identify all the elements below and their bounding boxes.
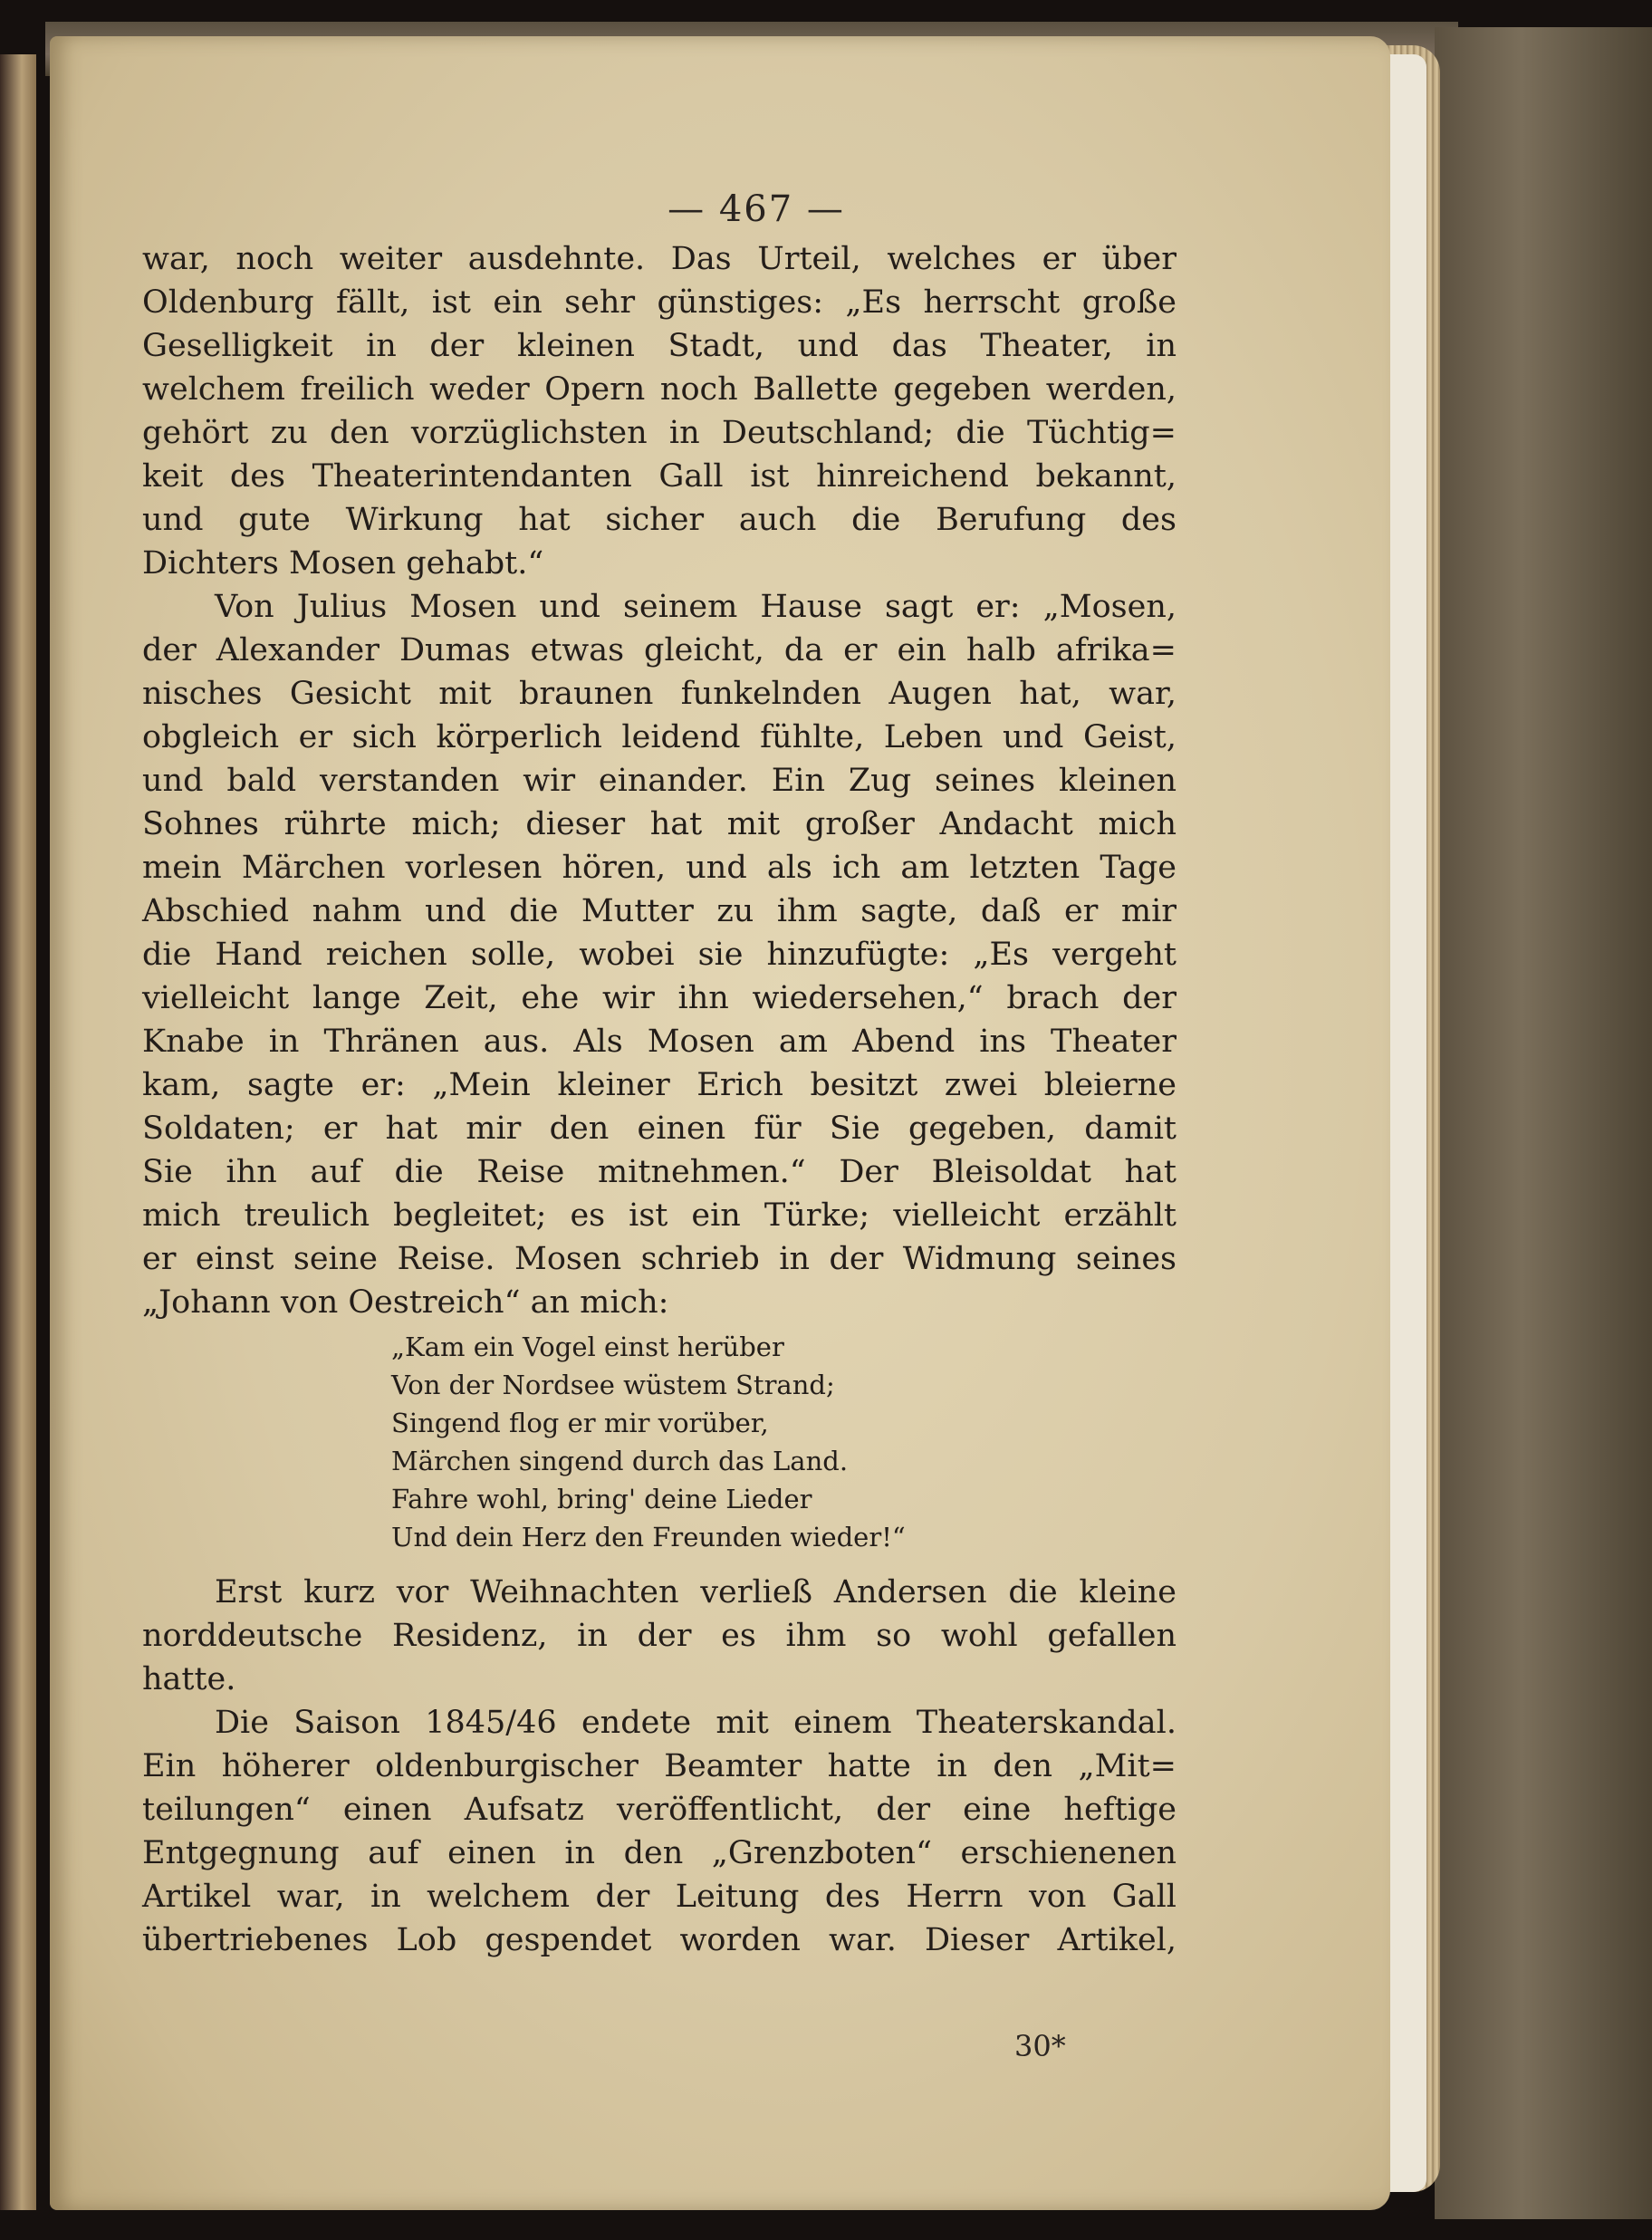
verse-line: Märchen singend durch das Land. (391, 1446, 849, 1476)
text-line: Sohnes rührte mich; dieser hat mit großer Andacht mich (142, 806, 1177, 842)
text-line: Artikel war, in welchem der Leitung des Herrn von Gall (142, 1879, 1177, 1915)
text-line: norddeutsche Residenz, in der es ihm so wohl gefallen (142, 1618, 1177, 1654)
text-line: Abschied nahm und die Mutter zu ihm sagte, daß er mir (142, 893, 1177, 929)
text-line: obgleich er sich körperlich leidend fühlte, Leben und Geist, (142, 719, 1177, 755)
text-line: übertriebenes Lob gespendet worden war. Dieser Artikel, (142, 1922, 1177, 1958)
text-line: keit des Theaterintendanten Gall ist hinreichend bekannt, (142, 458, 1177, 495)
poem-verse (142, 1328, 1177, 1556)
text-line: kam, sagte er: „Mein kleiner Erich besitzt zwei bleierne (142, 1067, 1177, 1103)
text-line: hatte. (142, 1661, 236, 1697)
text-line: Geselligkeit in der kleinen Stadt, und das Theater, in (142, 328, 1177, 364)
paragraph-2 (142, 585, 1177, 1324)
text-line: Entgegnung auf einen in den „Grenzboten“ erschienenen (142, 1835, 1177, 1871)
text-line: „Johann von Oestreich“ an mich: (142, 1284, 669, 1321)
paragraph-4 (142, 1701, 1177, 1962)
text-line: er einst seine Reise. Mosen schrieb in der Widmung seines (142, 1241, 1177, 1277)
text-line: welchem freilich weder Opern noch Ballette gegeben werden, (142, 371, 1177, 408)
text-line: und bald verstanden wir einander. Ein Zug seines kleinen (142, 763, 1177, 799)
text-line: teilungen“ einen Aufsatz veröffentlicht, der eine heftige (142, 1792, 1177, 1828)
text-line: und gute Wirkung hat sicher auch die Berufung des (142, 502, 1177, 538)
text-line: Knabe in Thränen aus. Als Mosen am Abend ins Theater (142, 1024, 1177, 1060)
text-line: Sie ihn auf die Reise mitnehmen.“ Der Bleisoldat hat (142, 1154, 1177, 1190)
text-line: nisches Gesicht mit braunen funkelnden Augen hat, war, (142, 676, 1177, 712)
book-cover-right (1435, 27, 1652, 2219)
verse-line: „Kam ein Vogel einst herüber (391, 1332, 784, 1362)
verse-line: Fahre wohl, bring' deine Lieder (391, 1484, 812, 1514)
text-line: Die Saison 1845/46 endete mit einem Theaterskandal. (215, 1705, 1177, 1741)
text-line: mich treulich begleitet; es ist ein Türke; vielleicht erzählt (142, 1197, 1177, 1234)
text-line: war, noch weiter ausdehnte. Das Urteil, welches er über (142, 241, 1177, 277)
text-line: Oldenburg fällt, ist ein sehr günstiges: „Es herrscht große (142, 284, 1177, 321)
text-line: die Hand reichen solle, wobei sie hinzufügte: „Es vergeht (142, 937, 1177, 973)
paragraph-3 (142, 1571, 1177, 1701)
text-line: mein Märchen vorlesen hören, und als ich am letzten Tage (142, 850, 1177, 886)
text-line: Soldaten; er hat mir den einen für Sie gegeben, damit (142, 1110, 1177, 1147)
verse-line: Singend flog er mir vorüber, (391, 1408, 769, 1438)
previous-page-edge (0, 54, 36, 2210)
paragraph-1 (142, 237, 1177, 585)
text-line: Dichters Mosen gehabt.“ (142, 545, 544, 582)
text-line: Von Julius Mosen und seinem Hause sagt er: „Mosen, (215, 589, 1177, 625)
text-line: vielleicht lange Zeit, ehe wir ihn wiedersehen,“ brach der (142, 980, 1177, 1016)
verse-line: Von der Nordsee wüstem Strand; (391, 1370, 835, 1400)
text-line: Ein höherer oldenburgischer Beamter hatte in den „Mit= (142, 1748, 1177, 1784)
text-line: Erst kurz vor Weihnachten verließ Andersen die kleine (215, 1574, 1177, 1610)
page-number: — 467 — (668, 188, 845, 230)
verse-line: Und dein Herz den Freunden wieder!“ (391, 1522, 906, 1553)
page-text (142, 237, 1177, 1962)
text-line: der Alexander Dumas etwas gleicht, da er ein halb afrika= (142, 632, 1177, 668)
text-line: gehört zu den vorzüglichsten in Deutschland; die Tüchtig= (142, 415, 1177, 451)
signature-mark: 30* (1014, 2029, 1066, 2063)
